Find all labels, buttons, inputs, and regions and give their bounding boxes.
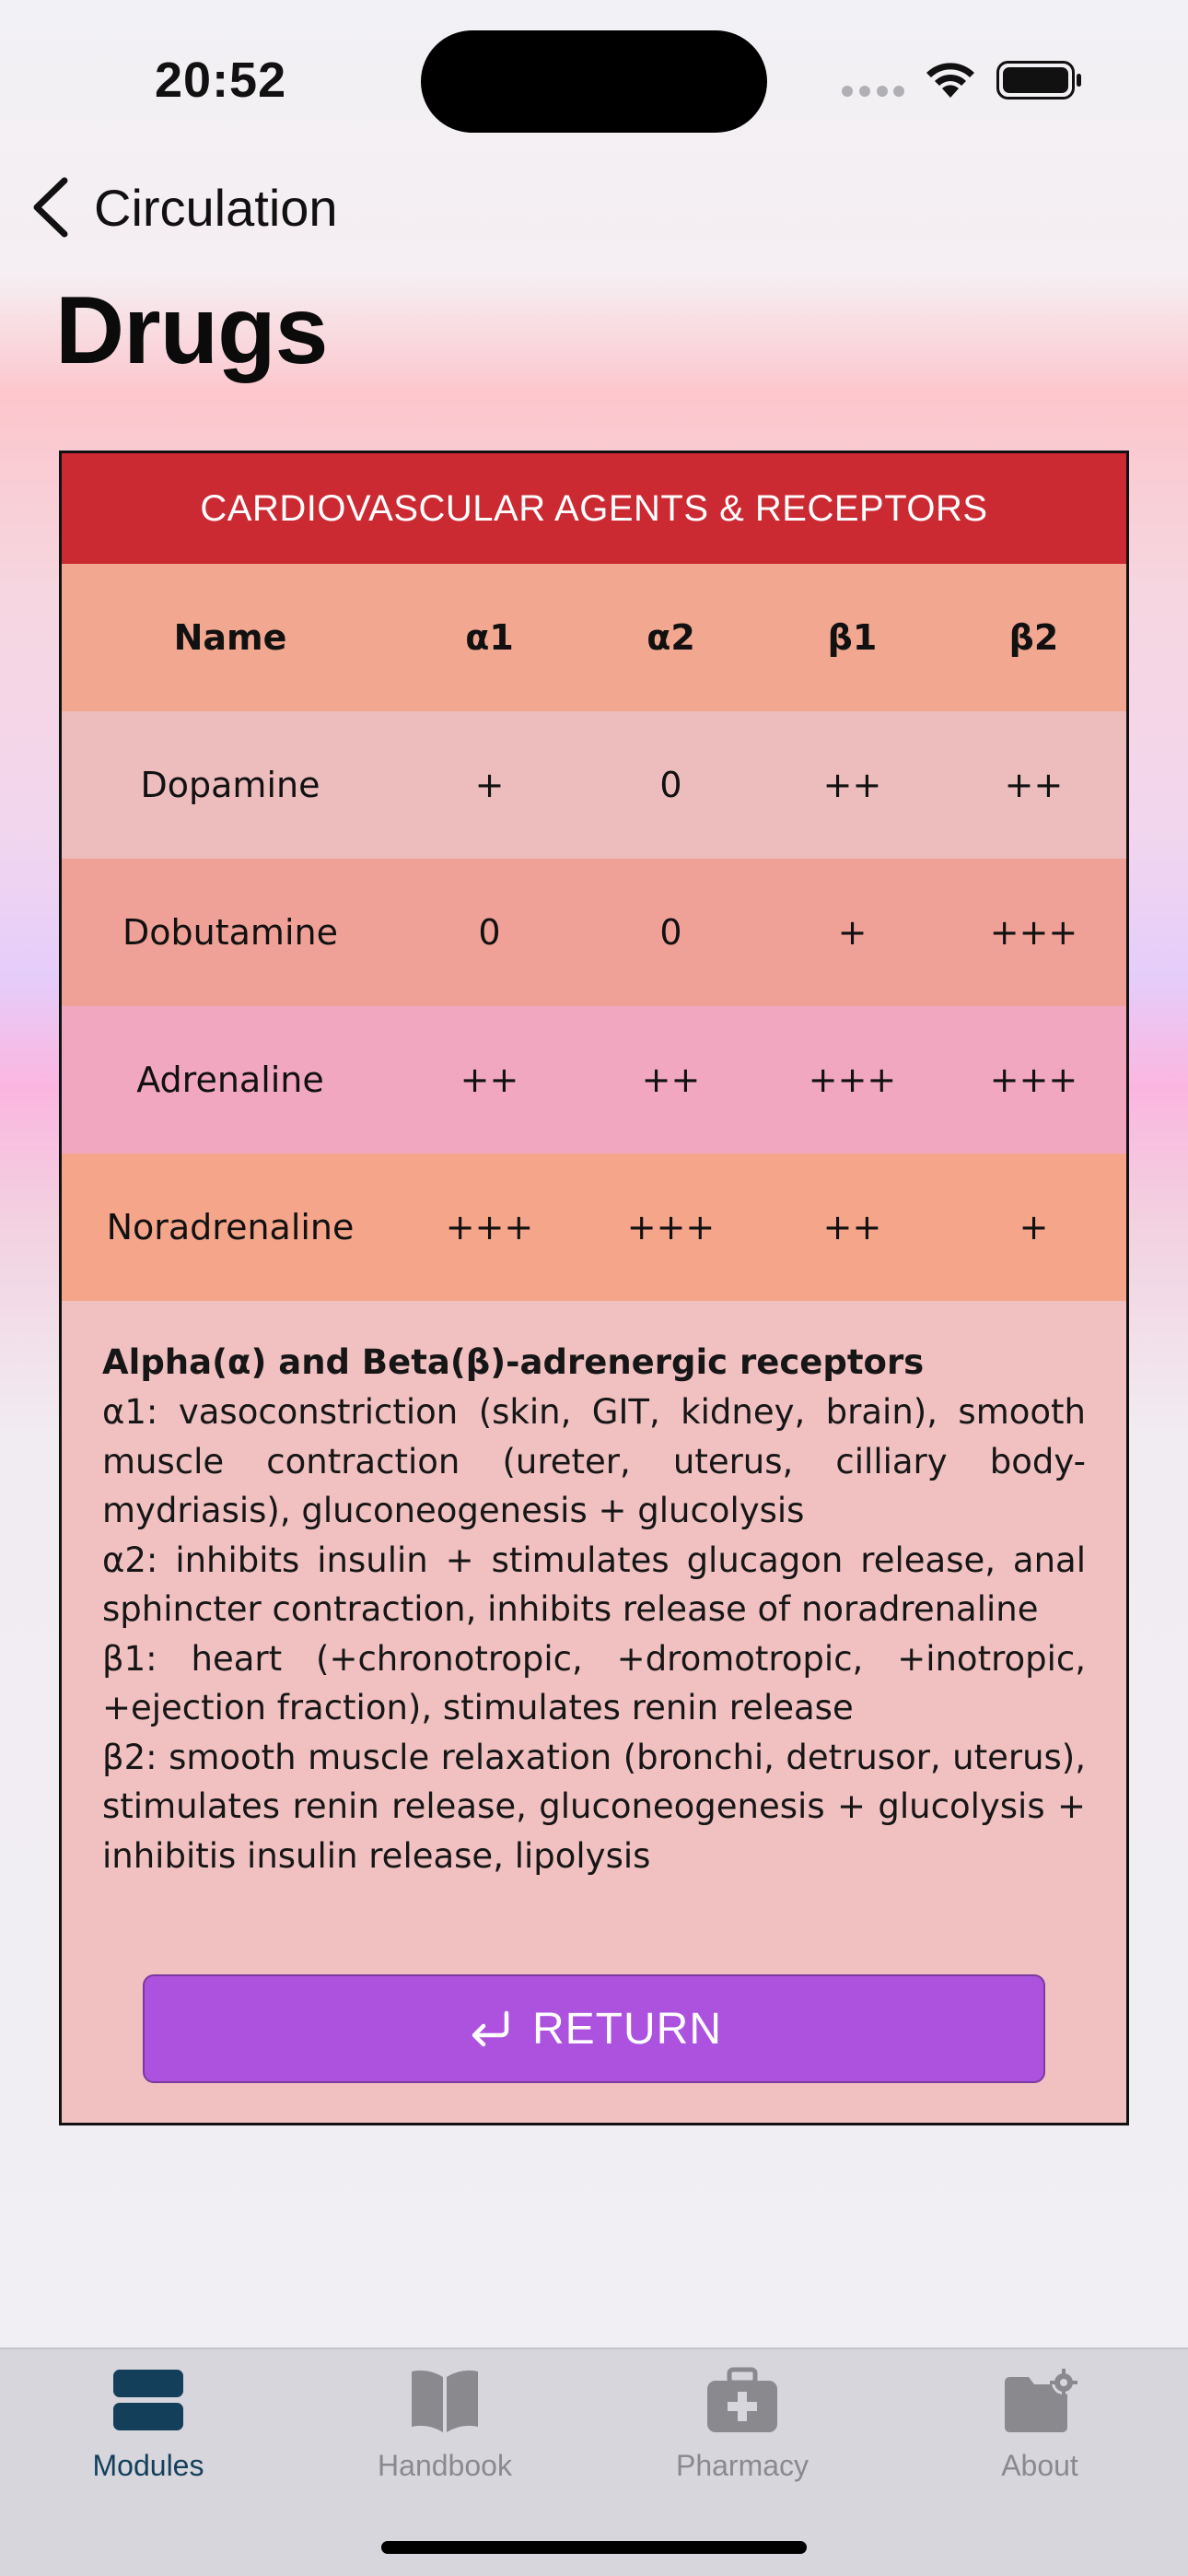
drug-name: Noradrenaline — [106, 1207, 355, 1247]
beta1-value: ++ — [822, 765, 882, 805]
dynamic-island — [421, 30, 767, 133]
table-row — [62, 1006, 1126, 1153]
cellular-signal-icon — [842, 86, 904, 97]
tab-handbook-label: Handbook — [378, 2449, 512, 2482]
beta2-value: ++ — [1004, 765, 1064, 805]
return-button[interactable] — [143, 1974, 1045, 2083]
tab-about-label: About — [1001, 2449, 1078, 2482]
card-header — [62, 453, 1126, 564]
table-row — [62, 711, 1126, 859]
beta1-value: +++ — [808, 1060, 897, 1100]
note-alpha1: α1: vasoconstriction (skin, GIT, kidney, brain), smooth muscle contraction (ureter, uterus, cilliary body-mydriasis), gluconeogenesis + glucolysis — [102, 1392, 1086, 1530]
drug-name: Dobutamine — [122, 912, 338, 953]
tab-modules[interactable] — [33, 2366, 263, 2504]
column-header-beta1: β1 — [827, 617, 878, 658]
back-button-label: Circulation — [94, 178, 338, 237]
alpha1-value: + — [474, 765, 505, 805]
modules-icon — [110, 2366, 187, 2436]
alpha1-value: 0 — [478, 912, 501, 953]
tab-pharmacy-label: Pharmacy — [675, 2449, 809, 2482]
beta2-value: + — [1019, 1207, 1049, 1247]
column-header-alpha1: α1 — [465, 617, 514, 658]
tab-about[interactable] — [925, 2366, 1155, 2504]
back-button[interactable] — [28, 170, 338, 244]
beta2-value: +++ — [989, 912, 1078, 953]
beta1-value: + — [837, 912, 868, 953]
column-header-alpha2: α2 — [646, 617, 695, 658]
tab-pharmacy[interactable] — [627, 2366, 857, 2504]
battery-icon — [996, 61, 1083, 100]
tab-modules-label: Modules — [92, 2449, 204, 2482]
chevron-left-icon — [28, 175, 74, 240]
note-beta2: β2: smooth muscle relaxation (bronchi, detrusor, uterus), stimulates renin release, gluconeogenesis + glucolysis + inhibitis insulin release, lipolysis — [102, 1737, 1086, 1876]
table-row — [62, 859, 1126, 1006]
status-time: 20:52 — [155, 53, 287, 108]
folder-gear-icon — [1001, 2366, 1078, 2436]
receptor-notes — [62, 1301, 1126, 1880]
page-title: Drugs — [55, 277, 328, 384]
return-arrow-icon — [466, 2008, 514, 2050]
note-beta1: β1: heart (+chronotropic, +dromotropic, +inotropic, +ejection fraction), stimulates renin release — [102, 1638, 1086, 1727]
wifi-icon — [923, 57, 978, 100]
drug-name: Dopamine — [140, 765, 320, 805]
receptors-card — [59, 451, 1129, 2125]
book-icon — [406, 2366, 483, 2436]
table-row — [62, 1153, 1126, 1301]
table-header-row — [62, 564, 1126, 711]
alpha2-value: +++ — [626, 1207, 716, 1247]
status-bar — [0, 0, 1188, 157]
alpha1-value: ++ — [460, 1060, 519, 1100]
home-indicator[interactable] — [381, 2541, 807, 2554]
note-alpha2: α2: inhibits insulin + stimulates glucagon release, anal sphincter contraction, inhibits release of noradrenaline — [102, 1540, 1086, 1629]
column-header-name: Name — [173, 617, 287, 658]
column-header-beta2: β2 — [1008, 617, 1059, 658]
notes-title: Alpha(α) and Beta(β)-adrenergic receptors — [102, 1342, 925, 1382]
tab-handbook[interactable] — [330, 2366, 560, 2504]
alpha1-value: +++ — [445, 1207, 534, 1247]
alpha2-value: 0 — [659, 912, 682, 953]
beta2-value: +++ — [989, 1060, 1078, 1100]
medical-kit-icon — [704, 2366, 781, 2436]
drug-name: Adrenaline — [136, 1060, 324, 1100]
alpha2-value: ++ — [641, 1060, 701, 1100]
beta1-value: ++ — [822, 1207, 882, 1247]
card-header-title: CARDIOVASCULAR AGENTS & RECEPTORS — [200, 487, 988, 529]
alpha2-value: 0 — [659, 765, 682, 805]
return-button-label: RETURN — [532, 2004, 722, 2054]
